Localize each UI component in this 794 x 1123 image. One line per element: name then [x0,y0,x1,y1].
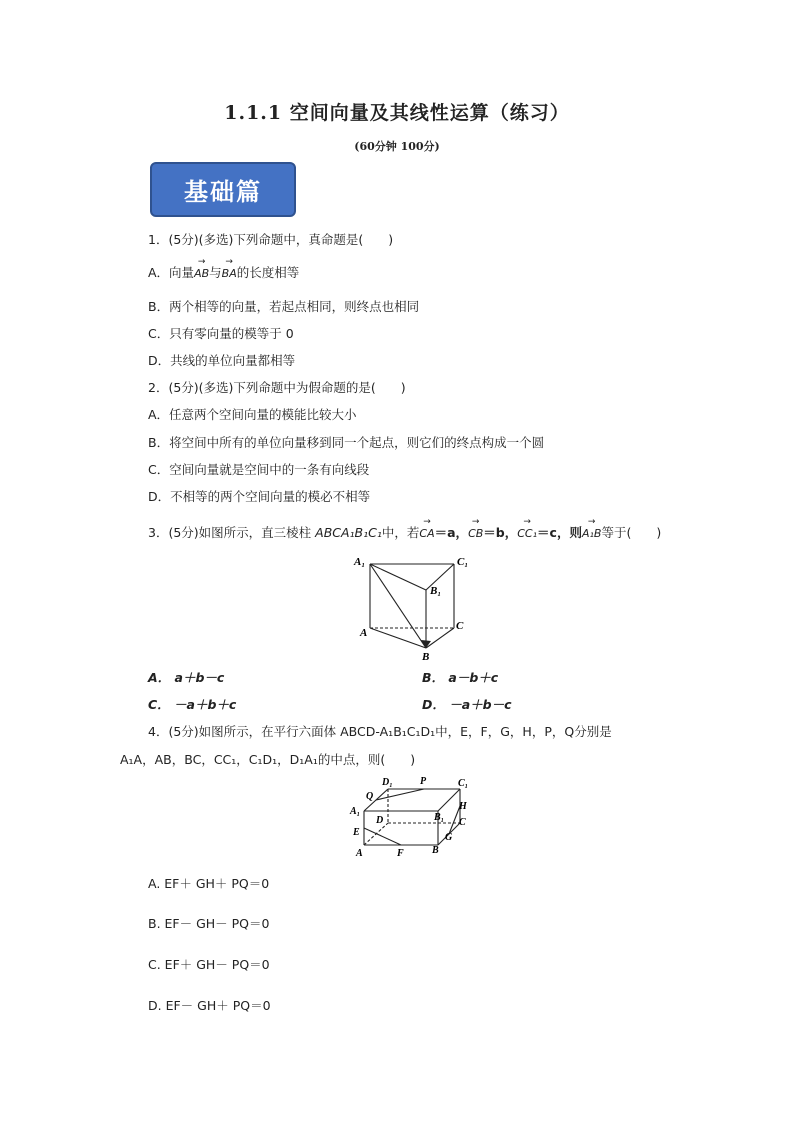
parallelepiped-figure [346,773,476,863]
edge-ab [370,628,426,648]
label-F: F [397,848,404,859]
q3-stem: 3．(5分)如图所示，直三棱柱 ABCA₁B₁C₁中，若→ CA＝a，→ CB＝b，→ CC₁＝c，则→ A₁B等于( ) [148,523,661,541]
q3-option-d: D． －a＋b－c [422,697,512,712]
q2-option-d: D．不相等的两个空间向量的模必不相等 [148,489,371,504]
label-A: A [360,627,368,639]
q4-stem-line2: A₁A，AB，BC，CC₁，C₁D₁，D₁A₁的中点，则( ) [120,752,416,767]
q4-option-b: B. EF－ GH－ PQ＝0 [148,916,270,931]
vector-ba: → BA [222,267,237,280]
q1-option-b: B．两个相等的向量，若起点相同，则终点也相同 [148,299,420,314]
q2-option-a: A．任意两个空间向量的模能比较大小 [148,407,357,422]
page-title: 1.1.1 空间向量及其线性运算（练习） [224,102,570,124]
q4-option-a: A. EF＋ GH＋ PQ＝0 [148,876,270,891]
q4-option-d: D. EF－ GH＋ PQ＝0 [148,998,271,1013]
q1-option-a: A．向量→ AB与→ BA的长度相等 [148,263,299,281]
label-B-q4: B [432,845,439,856]
vector-a1b: → A₁B [582,527,601,540]
q3-option-c: C． －a＋b＋c [148,697,237,712]
vector-ca: → CA [419,527,434,540]
label-A-q4: A [356,848,363,859]
label-B1-q4: B₁ [434,812,445,823]
label-B1: B₁ [430,585,442,597]
label-D: D [376,815,384,826]
vector-cb: → CB [468,527,483,540]
q3-option-b: B． a－b＋c [422,670,499,685]
vector-cc1: → CC₁ [517,527,537,540]
q3-option-a: A． a＋b－c [148,670,225,685]
time-score-note: (60分钟 100分) [354,140,440,153]
q2-stem: 2．(5分)(多选)下列命题中为假命题的是( ) [148,380,406,395]
vector-ab: → AB [194,267,209,280]
edge-bc [426,628,454,648]
prism-figure [348,550,478,662]
label-E: E [353,827,360,838]
label-C1: C₁ [457,556,469,568]
label-C1-q4: C₁ [458,778,469,789]
q1-option-d: D．共线的单位向量都相等 [148,353,296,368]
label-Q: Q [366,791,374,802]
q1-stem: 1．(5分)(多选)下列命题中，真命题是( ) [148,232,394,247]
label-H: H [459,801,467,812]
section-banner: 基础篇 [150,162,296,217]
q2-option-c: C．空间向量就是空间中的一条有向线段 [148,462,370,477]
q2-option-b: B．将空间中所有的单位向量移到同一个起点，则它们的终点构成一个圆 [148,435,545,450]
label-C-q4: C [459,817,466,828]
label-G: G [445,832,453,843]
q4-stem-line1: 4．(5分)如图所示，在平行六面体 ABCD-A₁B₁C₁D₁中，E，F，G，H，P，Q分别是 [148,724,612,739]
label-A1-q4: A₁ [350,806,361,817]
label-D1: D₁ [382,777,393,788]
label-P: P [420,776,427,787]
label-C: C [456,620,464,632]
segment-ef [364,828,401,845]
label-B: B [422,651,430,662]
label-A1: A₁ [354,556,366,568]
q4-option-c: C. EF＋ GH－ PQ＝0 [148,957,270,972]
segment-pq [376,789,424,800]
q1-option-c: C．只有零向量的模等于 0 [148,326,294,341]
